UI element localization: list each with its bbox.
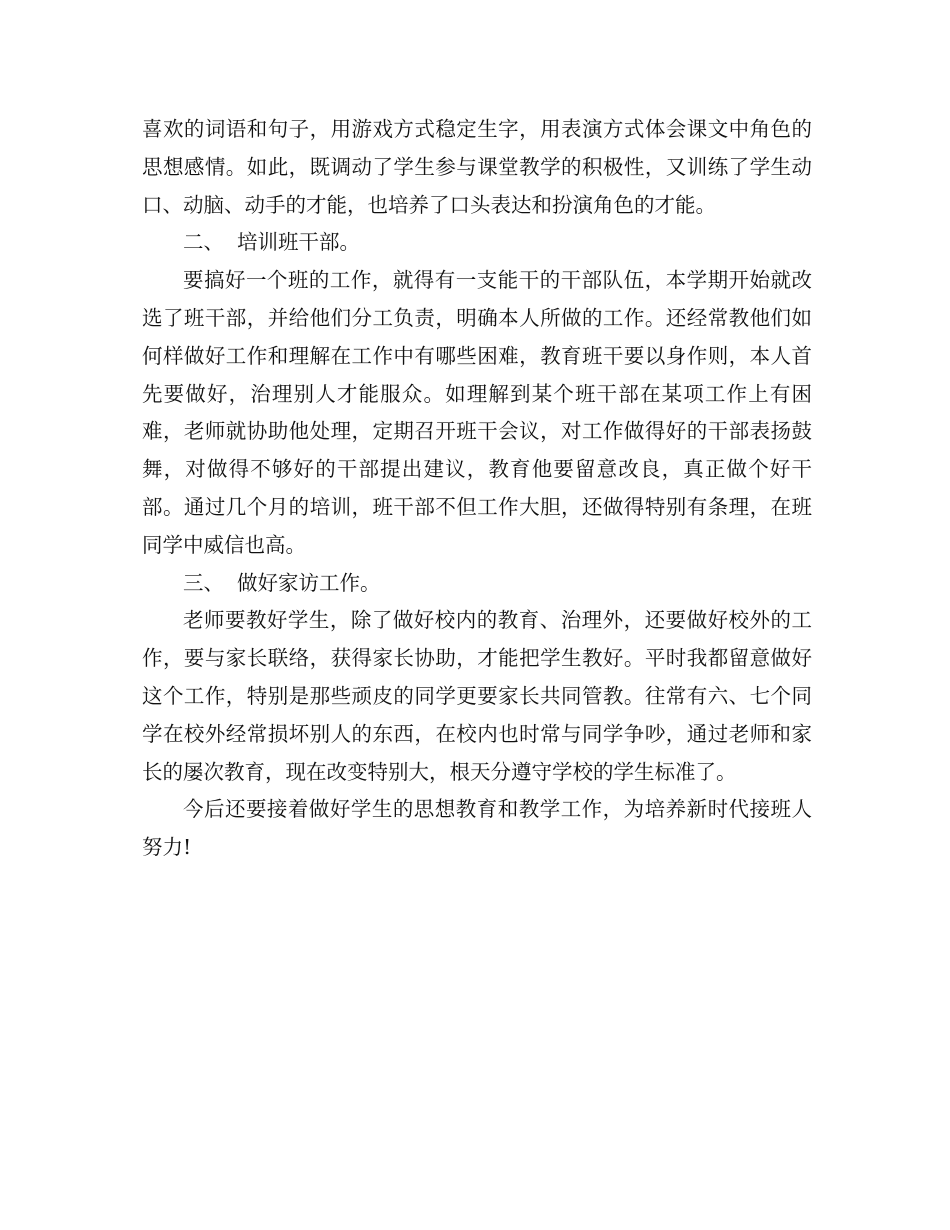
body-paragraph-class-cadres: 要搞好一个班的工作，就得有一支能干的干部队伍，本学期开始就改选了班干部，并给他们分工负责，明确本人所做的工作。还经常教他们如何样做好工作和理解在工作中有哪些困难，教育班干要以身作则，本人首先要做好，治理别人才能服众。如理解到某个班干部在某项工作上有困难，老师就协助他处理，定期召开班干会议，对工作做得好的干部表扬鼓舞，对做得不够好的干部提出建议，教育他要留意改良，真正做个好干部。通过几个月的培训，班干部不但工作大胆，还做得特别有条理，在班同学中威信也高。 <box>142 268 812 557</box>
section-heading-home-visits: 三、 做好家访工作。 <box>183 570 381 595</box>
body-paragraph-home-visits: 老师要教好学生，除了做好校内的教育、治理外，还要做好校外的工作，要与家长联络，获得家长协助，才能把学生教好。平时我都留意做好这个工作，特别是那些顽皮的同学更要家长共同管教。往常有六、七个同学在校外经常损坏别人的东西，在校内也时常与同学争吵，通过老师和家长的屡次教育，现在改变特别大，根天分遵守学校的学生标准了。 <box>142 608 812 784</box>
document-body <box>142 111 812 867</box>
section-heading-training-class-cadres: 二、 培训班干部。 <box>183 230 361 255</box>
body-paragraph-closing: 今后还要接着做好学生的思想教育和教学工作，为培养新时代接班人努力! <box>142 797 812 860</box>
body-paragraph-continuation: 喜欢的词语和句子，用游戏方式稳定生字，用表演方式体会课文中角色的思想感情。如此，既调动了学生参与课堂教学的积极性，又训练了学生动口、动脑、动手的才能，也培养了口头表达和扮演角色的才能。 <box>142 117 812 217</box>
